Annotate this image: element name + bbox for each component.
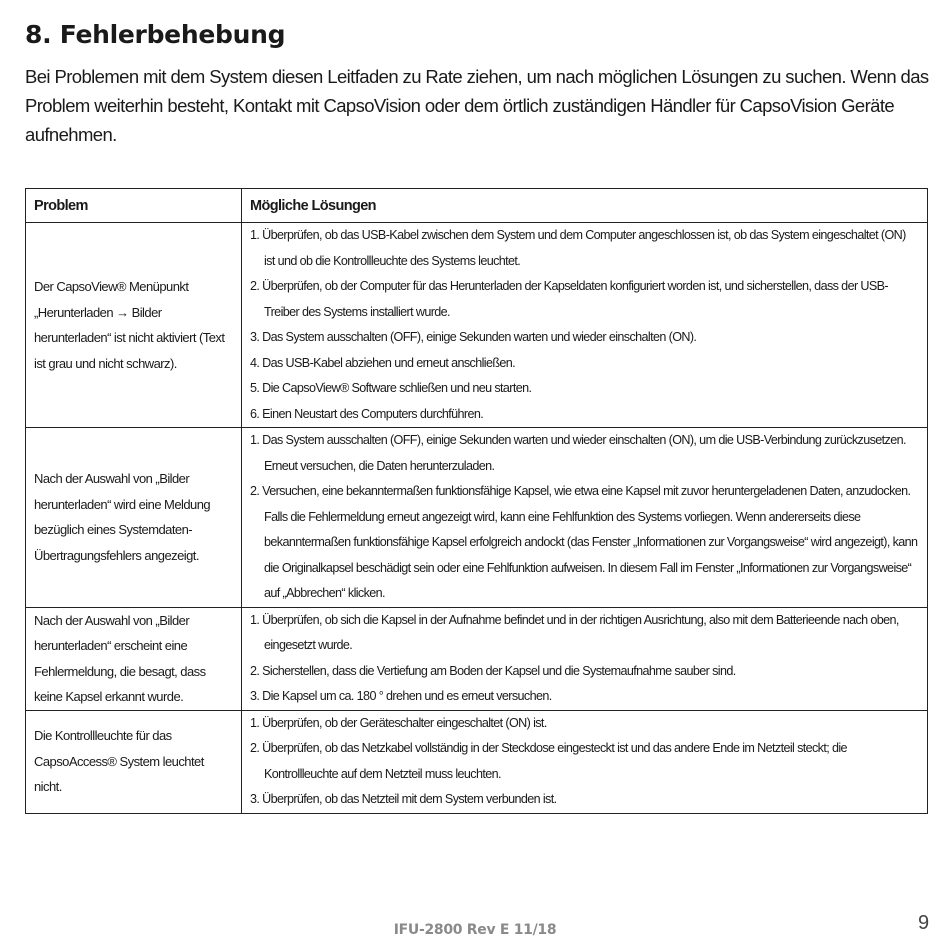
table-row xyxy=(26,223,928,428)
solutions-list xyxy=(250,223,919,427)
solution-item: 2. Versuchen, eine bekanntermaßen funktionsfähige Kapsel, wie etwa eine Kapsel mit zuvor heruntergeladenen Daten, anzudocken. Falls die Fehlermeldung erneut angezeigt wird, kann eine Fehlfunktion des Systems vorliegen. Wenn andererseits diese bekanntermaßen funktionsfähige Kapsel erfolgreich andockt (das Fenster „Informationen zur Vorgangsweise“ wird angezeigt), kann die Originalkapsel beschädigt sein oder eine Fehlfunktion aufweisen. In diesem Fall im Fenster „Informationen zur Vorgangsweise“ auf „Abbrechen“ klicken. xyxy=(250,484,918,600)
solution-item: 3. Die Kapsel um ca. 180 ° drehen und es erneut versuchen. xyxy=(250,689,552,703)
solution-item: 4. Das USB-Kabel abziehen und erneut anschließen. xyxy=(250,355,516,370)
intro-paragraph: Bei Problemen mit dem System diesen Leitfaden zu Rate ziehen, um nach möglichen Lösungen zu suchen. Wenn das Problem weiterhin besteht, Kontakt mit CapsoVision oder dem örtlich zuständigen Händler für CapsoVision Geräte aufnehmen. xyxy=(25,66,929,145)
solutions-cell xyxy=(242,223,928,428)
column-header-solutions: Mögliche Lösungen xyxy=(242,189,928,223)
solutions-cell xyxy=(242,428,928,608)
column-header-problem: Problem xyxy=(26,189,242,223)
solution-item: 2. Überprüfen, ob das Netzkabel vollständig in der Steckdose eingesteckt ist und das andere Ende im Netzteil steckt; die Kontrollleuchte auf dem Netzteil muss leuchten. xyxy=(250,741,847,781)
document-id-footer: IFU-2800 Rev E 11/18 xyxy=(393,922,557,938)
solutions-list xyxy=(250,428,919,607)
table-header-row xyxy=(26,189,928,223)
solutions-cell xyxy=(242,607,928,710)
problem-cell: Nach der Auswahl von „Bilder herunterladen“ erscheint eine Fehlermeldung, die besagt, dass keine Kapsel erkannt wurde. xyxy=(26,607,242,710)
section-heading: 8. Fehlerbehebung xyxy=(25,20,286,49)
table-row xyxy=(26,607,928,710)
solution-item: 1. Überprüfen, ob sich die Kapsel in der Aufnahme befindet und in der richtigen Ausrichtung, also mit dem Batterieende nach oben, eingesetzt wurde. xyxy=(250,612,899,652)
solution-item: 1. Überprüfen, ob das USB-Kabel zwischen dem System und dem Computer angeschlossen ist, ob das System eingeschaltet (ON) ist und ob die Kontrollleuchte des Systems leuchtet. xyxy=(250,228,906,268)
problem-cell: Nach der Auswahl von „Bilder herunterladen“ wird eine Meldung bezüglich eines Systemdaten-Übertragungsfehlers angezeigt. xyxy=(26,428,242,608)
table-row xyxy=(26,710,928,813)
solution-item: 2. Sicherstellen, dass die Vertiefung am Boden der Kapsel und die Systemaufnahme sauber sind. xyxy=(250,663,736,678)
solution-item: 1. Überprüfen, ob der Geräteschalter eingeschaltet (ON) ist. xyxy=(250,715,547,730)
table-row xyxy=(26,428,928,608)
solutions-list xyxy=(250,711,919,813)
solution-item: 6. Einen Neustart des Computers durchführen. xyxy=(250,406,484,421)
problem-cell: Der CapsoView® Menüpunkt „Herunterladen → Bilder herunterladen“ ist nicht aktiviert (Text ist grau und nicht schwarz). xyxy=(26,223,242,428)
solutions-cell xyxy=(242,710,928,813)
solution-item: 3. Das System ausschalten (OFF), einige Sekunden warten und wieder einschalten (ON). xyxy=(250,330,697,344)
page-number: 9 xyxy=(918,912,930,934)
solution-item: 5. Die CapsoView® Software schließen und neu starten. xyxy=(250,381,532,395)
solution-item: 1. Das System ausschalten (OFF), einige Sekunden warten und wieder einschalten (ON), um die USB-Verbindung zurückzusetzen. Erneut versuchen, die Daten herunterzuladen. xyxy=(250,433,906,473)
solution-item: 3. Überprüfen, ob das Netzteil mit dem System verbunden ist. xyxy=(250,792,557,806)
solution-item: 2. Überprüfen, ob der Computer für das Herunterladen der Kapseldaten konfiguriert worden ist, und sicherstellen, dass der USB-Treiber des Systems installiert wurde. xyxy=(250,279,889,319)
problem-cell: Die Kontrollleuchte für das CapsoAccess® System leuchtet nicht. xyxy=(26,710,242,813)
troubleshooting-table xyxy=(25,188,928,814)
solutions-list xyxy=(250,608,919,710)
